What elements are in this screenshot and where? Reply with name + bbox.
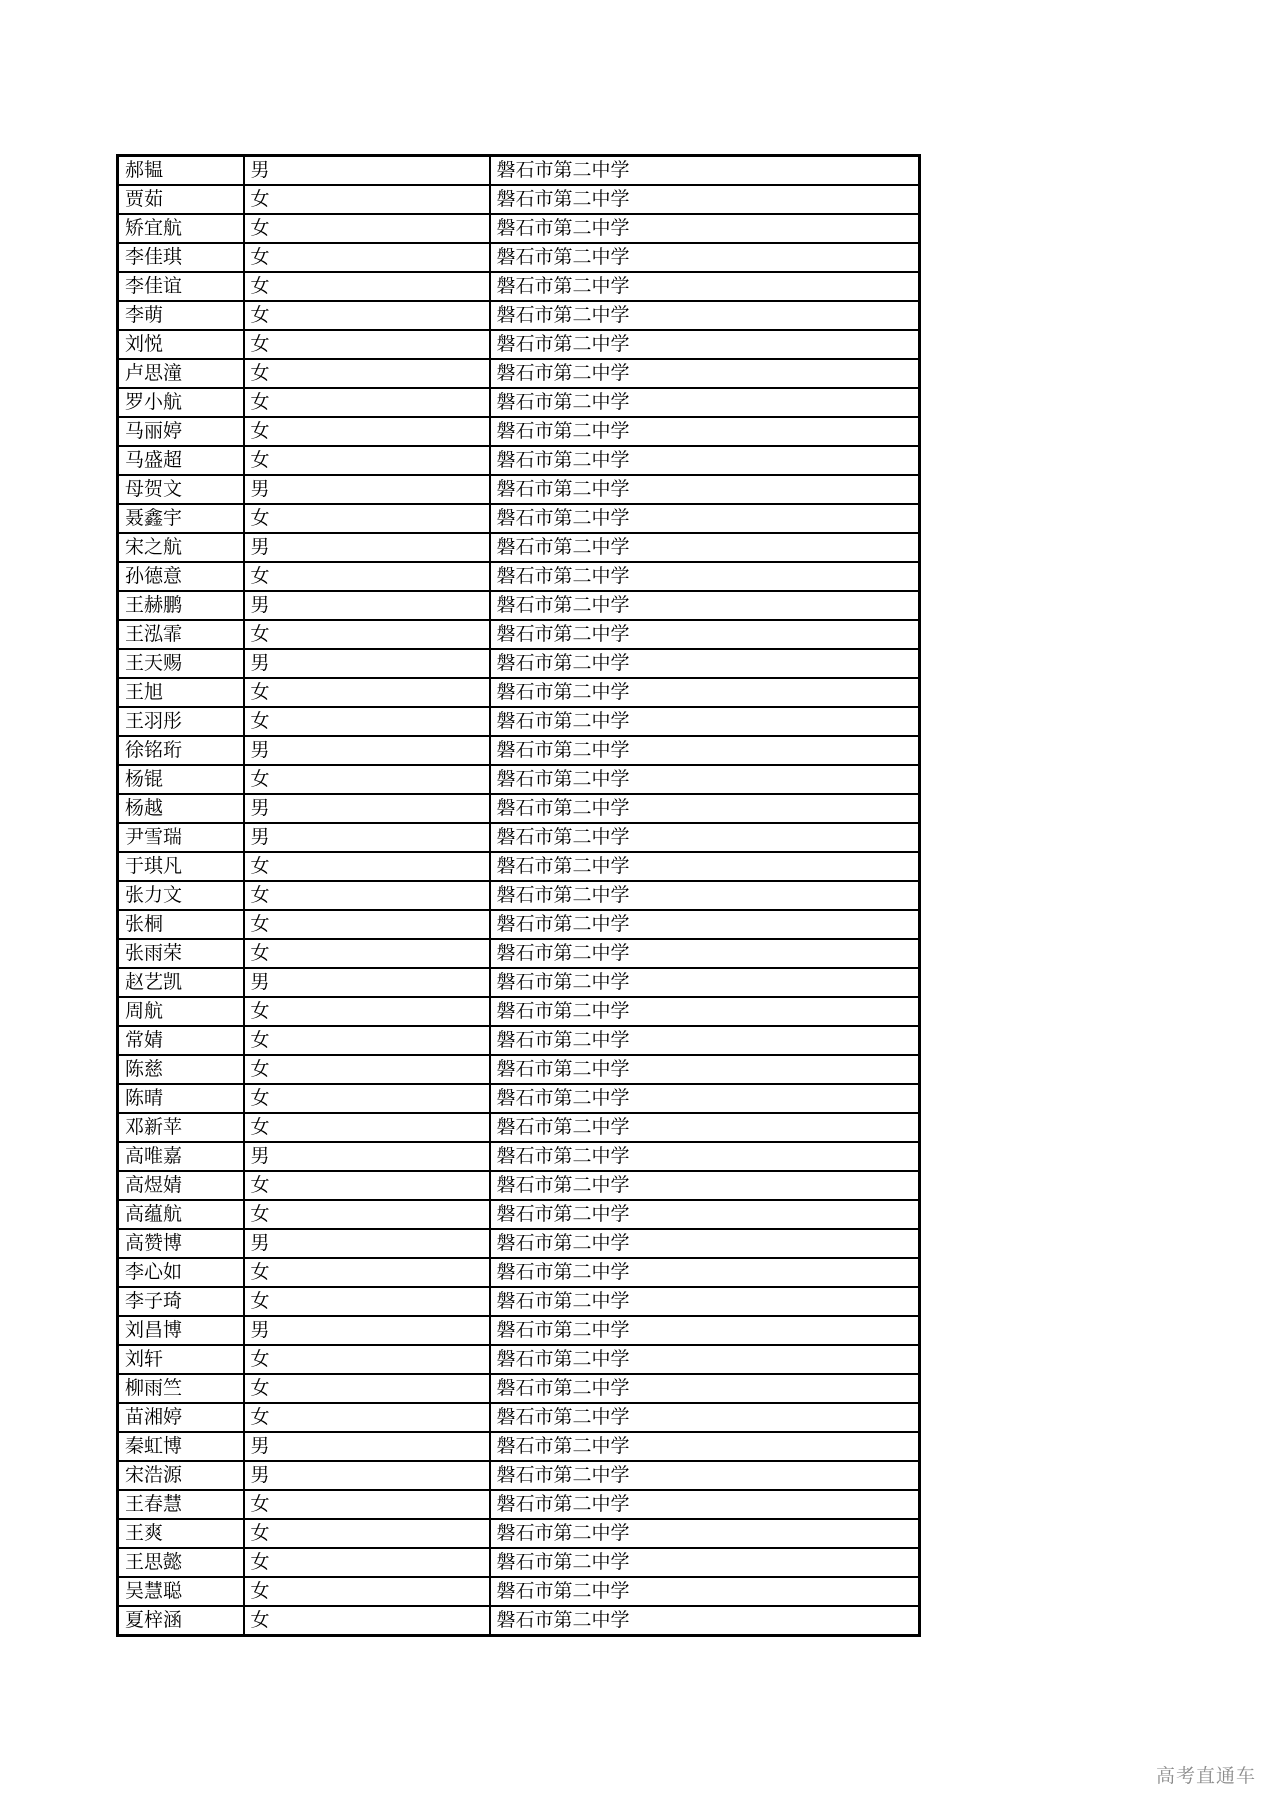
gender-cell: 男	[244, 1142, 490, 1171]
name-cell: 孙德意	[118, 562, 244, 591]
gender-cell: 女	[244, 1548, 490, 1577]
name-cell: 夏梓涵	[118, 1606, 244, 1636]
school-cell: 磐石市第二中学	[490, 1171, 920, 1200]
school-cell: 磐石市第二中学	[490, 939, 920, 968]
school-cell: 磐石市第二中学	[490, 707, 920, 736]
name-cell: 王爽	[118, 1519, 244, 1548]
gender-cell: 男	[244, 475, 490, 504]
table-row	[118, 1548, 920, 1577]
gender-cell: 女	[244, 359, 490, 388]
name-cell: 柳雨竺	[118, 1374, 244, 1403]
gender-cell: 女	[244, 707, 490, 736]
school-cell: 磐石市第二中学	[490, 417, 920, 446]
table-row	[118, 1345, 920, 1374]
gender-cell: 女	[244, 1577, 490, 1606]
table-row	[118, 1577, 920, 1606]
name-cell: 马盛超	[118, 446, 244, 475]
gender-cell: 女	[244, 1113, 490, 1142]
school-cell: 磐石市第二中学	[490, 185, 920, 214]
name-cell: 宋之航	[118, 533, 244, 562]
school-cell: 磐石市第二中学	[490, 475, 920, 504]
name-cell: 王思懿	[118, 1548, 244, 1577]
name-cell: 马丽婷	[118, 417, 244, 446]
school-cell: 磐石市第二中学	[490, 388, 920, 417]
school-cell: 磐石市第二中学	[490, 1316, 920, 1345]
name-cell: 张雨荣	[118, 939, 244, 968]
gender-cell: 女	[244, 330, 490, 359]
school-cell: 磐石市第二中学	[490, 1519, 920, 1548]
gender-cell: 男	[244, 794, 490, 823]
table-row	[118, 272, 920, 301]
gender-cell: 女	[244, 243, 490, 272]
gender-cell: 男	[244, 823, 490, 852]
school-cell: 磐石市第二中学	[490, 997, 920, 1026]
student-list-table	[116, 154, 921, 1637]
school-cell: 磐石市第二中学	[490, 1345, 920, 1374]
gender-cell: 女	[244, 678, 490, 707]
gender-cell: 男	[244, 533, 490, 562]
gender-cell: 女	[244, 504, 490, 533]
gender-cell: 女	[244, 301, 490, 330]
gender-cell: 女	[244, 1200, 490, 1229]
gender-cell: 女	[244, 417, 490, 446]
school-cell: 磐石市第二中学	[490, 1287, 920, 1316]
name-cell: 常婧	[118, 1026, 244, 1055]
gender-cell: 女	[244, 881, 490, 910]
table-row	[118, 417, 920, 446]
school-cell: 磐石市第二中学	[490, 1055, 920, 1084]
school-cell: 磐石市第二中学	[490, 214, 920, 243]
gender-cell: 男	[244, 156, 490, 186]
table-row	[118, 1258, 920, 1287]
gender-cell: 女	[244, 1490, 490, 1519]
name-cell: 高煜婧	[118, 1171, 244, 1200]
school-cell: 磐石市第二中学	[490, 272, 920, 301]
school-cell: 磐石市第二中学	[490, 794, 920, 823]
table-row	[118, 446, 920, 475]
gender-cell: 男	[244, 1461, 490, 1490]
table-row	[118, 1316, 920, 1345]
name-cell: 李萌	[118, 301, 244, 330]
table-row	[118, 533, 920, 562]
school-cell: 磐石市第二中学	[490, 765, 920, 794]
table-row	[118, 910, 920, 939]
name-cell: 高唯嘉	[118, 1142, 244, 1171]
table-row	[118, 823, 920, 852]
name-cell: 矫宜航	[118, 214, 244, 243]
gender-cell: 女	[244, 939, 490, 968]
name-cell: 张力文	[118, 881, 244, 910]
name-cell: 赵艺凯	[118, 968, 244, 997]
gender-cell: 女	[244, 272, 490, 301]
gender-cell: 女	[244, 620, 490, 649]
name-cell: 王旭	[118, 678, 244, 707]
school-cell: 磐石市第二中学	[490, 446, 920, 475]
table-row	[118, 1171, 920, 1200]
school-cell: 磐石市第二中学	[490, 1113, 920, 1142]
name-cell: 王春慧	[118, 1490, 244, 1519]
table-row	[118, 1461, 920, 1490]
gender-cell: 男	[244, 1316, 490, 1345]
school-cell: 磐石市第二中学	[490, 1606, 920, 1636]
name-cell: 徐铭珩	[118, 736, 244, 765]
table-row	[118, 388, 920, 417]
table-row	[118, 330, 920, 359]
table-row	[118, 301, 920, 330]
table-row	[118, 591, 920, 620]
name-cell: 王天赐	[118, 649, 244, 678]
name-cell: 于琪凡	[118, 852, 244, 881]
school-cell: 磐石市第二中学	[490, 1374, 920, 1403]
school-cell: 磐石市第二中学	[490, 649, 920, 678]
table-row	[118, 1374, 920, 1403]
table-row	[118, 939, 920, 968]
gender-cell: 女	[244, 765, 490, 794]
school-cell: 磐石市第二中学	[490, 1258, 920, 1287]
table-row	[118, 1113, 920, 1142]
table-row	[118, 1055, 920, 1084]
table-row	[118, 997, 920, 1026]
school-cell: 磐石市第二中学	[490, 736, 920, 765]
table-row	[118, 1287, 920, 1316]
name-cell: 杨锟	[118, 765, 244, 794]
name-cell: 邓新苹	[118, 1113, 244, 1142]
gender-cell: 女	[244, 214, 490, 243]
gender-cell: 女	[244, 1084, 490, 1113]
table-row	[118, 678, 920, 707]
school-cell: 磐石市第二中学	[490, 881, 920, 910]
name-cell: 李佳谊	[118, 272, 244, 301]
table-row	[118, 1490, 920, 1519]
gender-cell: 女	[244, 185, 490, 214]
gender-cell: 女	[244, 1519, 490, 1548]
table-row	[118, 1142, 920, 1171]
table-row	[118, 765, 920, 794]
gender-cell: 女	[244, 1055, 490, 1084]
gender-cell: 女	[244, 446, 490, 475]
school-cell: 磐石市第二中学	[490, 1432, 920, 1461]
school-cell: 磐石市第二中学	[490, 852, 920, 881]
school-cell: 磐石市第二中学	[490, 243, 920, 272]
name-cell: 郝韫	[118, 156, 244, 186]
name-cell: 周航	[118, 997, 244, 1026]
watermark-text: 高考直通车	[1155, 1765, 1256, 1787]
name-cell: 陈慈	[118, 1055, 244, 1084]
gender-cell: 女	[244, 1403, 490, 1432]
school-cell: 磐石市第二中学	[490, 1403, 920, 1432]
table-row	[118, 649, 920, 678]
table-row	[118, 1026, 920, 1055]
gender-cell: 男	[244, 736, 490, 765]
school-cell: 磐石市第二中学	[490, 562, 920, 591]
gender-cell: 女	[244, 1287, 490, 1316]
gender-cell: 女	[244, 1606, 490, 1636]
table-row	[118, 1084, 920, 1113]
table-row	[118, 214, 920, 243]
school-cell: 磐石市第二中学	[490, 1548, 920, 1577]
school-cell: 磐石市第二中学	[490, 1200, 920, 1229]
table-row	[118, 243, 920, 272]
table-row	[118, 968, 920, 997]
table-row	[118, 156, 920, 186]
table-row	[118, 707, 920, 736]
table-row	[118, 1403, 920, 1432]
name-cell: 罗小航	[118, 388, 244, 417]
school-cell: 磐石市第二中学	[490, 1490, 920, 1519]
name-cell: 王羽彤	[118, 707, 244, 736]
name-cell: 刘轩	[118, 1345, 244, 1374]
school-cell: 磐石市第二中学	[490, 910, 920, 939]
name-cell: 卢思潼	[118, 359, 244, 388]
gender-cell: 女	[244, 910, 490, 939]
table-row	[118, 504, 920, 533]
gender-cell: 男	[244, 1432, 490, 1461]
school-cell: 磐石市第二中学	[490, 301, 920, 330]
school-cell: 磐石市第二中学	[490, 968, 920, 997]
table-row	[118, 881, 920, 910]
school-cell: 磐石市第二中学	[490, 156, 920, 186]
name-cell: 李佳琪	[118, 243, 244, 272]
gender-cell: 女	[244, 1374, 490, 1403]
name-cell: 贾茹	[118, 185, 244, 214]
gender-cell: 男	[244, 1229, 490, 1258]
gender-cell: 女	[244, 562, 490, 591]
table-row	[118, 1432, 920, 1461]
school-cell: 磐石市第二中学	[490, 591, 920, 620]
name-cell: 高赞博	[118, 1229, 244, 1258]
name-cell: 秦虹博	[118, 1432, 244, 1461]
school-cell: 磐石市第二中学	[490, 1026, 920, 1055]
name-cell: 王泓霏	[118, 620, 244, 649]
name-cell: 聂鑫宇	[118, 504, 244, 533]
name-cell: 张桐	[118, 910, 244, 939]
school-cell: 磐石市第二中学	[490, 533, 920, 562]
gender-cell: 女	[244, 388, 490, 417]
gender-cell: 女	[244, 852, 490, 881]
school-cell: 磐石市第二中学	[490, 1461, 920, 1490]
school-cell: 磐石市第二中学	[490, 620, 920, 649]
school-cell: 磐石市第二中学	[490, 1142, 920, 1171]
name-cell: 杨越	[118, 794, 244, 823]
name-cell: 母贺文	[118, 475, 244, 504]
school-cell: 磐石市第二中学	[490, 1084, 920, 1113]
name-cell: 宋浩源	[118, 1461, 244, 1490]
gender-cell: 女	[244, 1026, 490, 1055]
gender-cell: 男	[244, 591, 490, 620]
table-row	[118, 562, 920, 591]
table-row	[118, 185, 920, 214]
name-cell: 高蕴航	[118, 1200, 244, 1229]
table-row	[118, 620, 920, 649]
table-row	[118, 475, 920, 504]
name-cell: 刘悦	[118, 330, 244, 359]
table-row	[118, 1200, 920, 1229]
name-cell: 李子琦	[118, 1287, 244, 1316]
name-cell: 李心如	[118, 1258, 244, 1287]
table-row	[118, 1519, 920, 1548]
name-cell: 刘昌博	[118, 1316, 244, 1345]
table-row	[118, 1606, 920, 1636]
school-cell: 磐石市第二中学	[490, 1577, 920, 1606]
table-body	[118, 156, 920, 1636]
school-cell: 磐石市第二中学	[490, 823, 920, 852]
name-cell: 王赫鹏	[118, 591, 244, 620]
school-cell: 磐石市第二中学	[490, 678, 920, 707]
gender-cell: 女	[244, 997, 490, 1026]
name-cell: 吴慧聪	[118, 1577, 244, 1606]
table-row	[118, 359, 920, 388]
name-cell: 尹雪瑞	[118, 823, 244, 852]
school-cell: 磐石市第二中学	[490, 504, 920, 533]
table-row	[118, 1229, 920, 1258]
name-cell: 陈晴	[118, 1084, 244, 1113]
gender-cell: 女	[244, 1258, 490, 1287]
table-row	[118, 736, 920, 765]
gender-cell: 女	[244, 1171, 490, 1200]
name-cell: 苗湘婷	[118, 1403, 244, 1432]
gender-cell: 男	[244, 968, 490, 997]
table-row	[118, 794, 920, 823]
gender-cell: 女	[244, 1345, 490, 1374]
gender-cell: 男	[244, 649, 490, 678]
school-cell: 磐石市第二中学	[490, 330, 920, 359]
school-cell: 磐石市第二中学	[490, 1229, 920, 1258]
school-cell: 磐石市第二中学	[490, 359, 920, 388]
table-row	[118, 852, 920, 881]
